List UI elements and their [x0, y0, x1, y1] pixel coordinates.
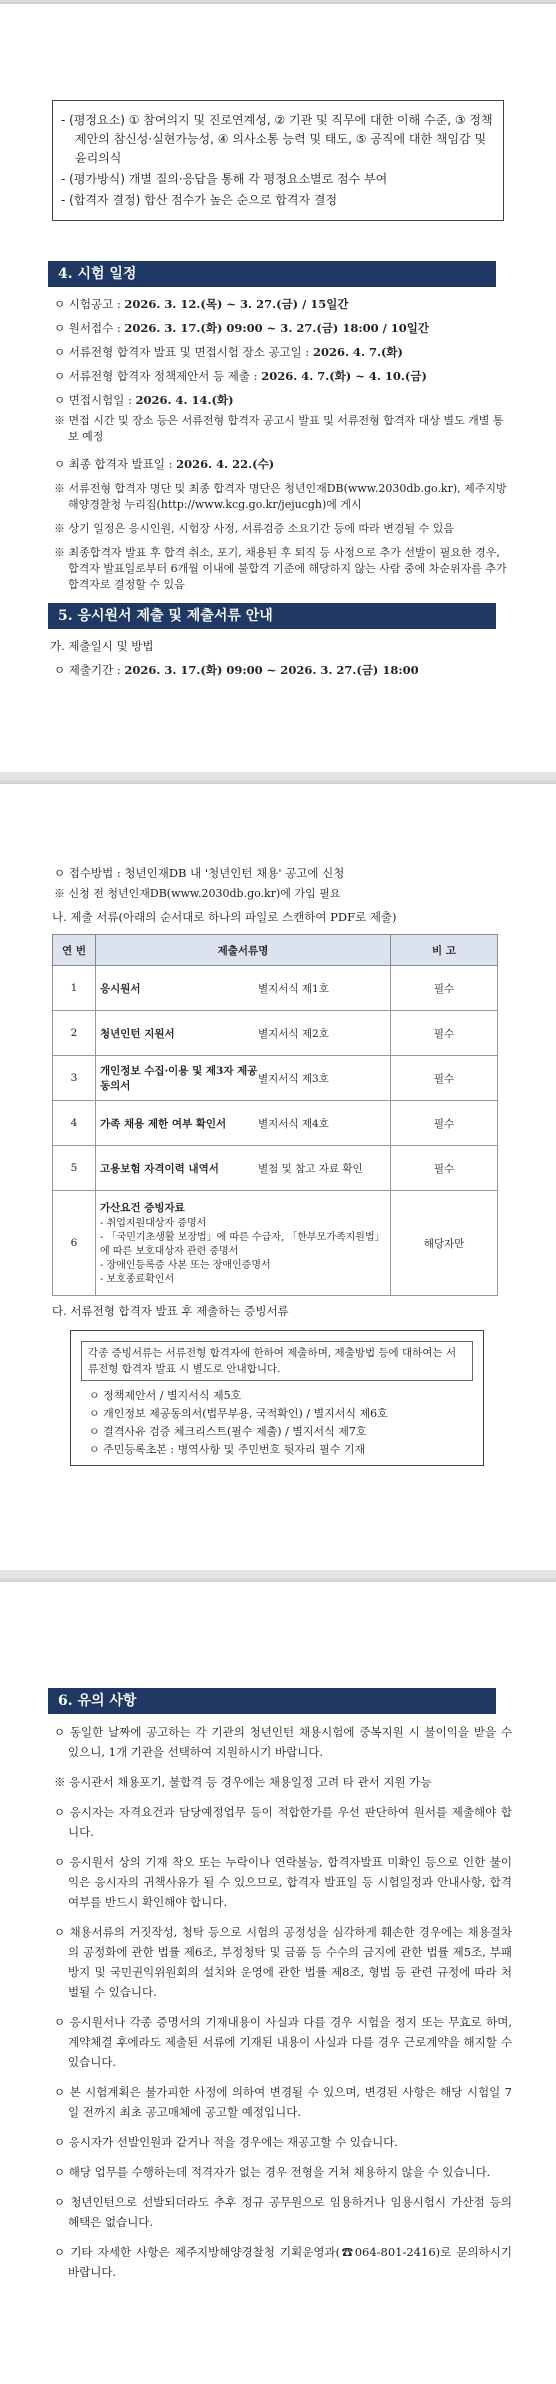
section-5-heading: 5. 응시원서 제출 및 제출서류 안내 — [48, 603, 496, 629]
box-item: ㅇ 주민등록초본 : 병역사항 및 주민번호 뒷자리 필수 기재 — [89, 1443, 366, 1456]
row-remark: 필수 — [391, 1056, 498, 1101]
row-remark: 필수 — [391, 966, 498, 1011]
row-no: 6 — [53, 1191, 96, 1296]
row-document: 개인정보 수집·이용 및 제3자 제공 동의서별지서식 제3호 — [96, 1056, 391, 1101]
schedule-row: ㅇ 시험공고 : 2026. 3. 12.(목) ~ 3. 27.(금) / 15일간 — [54, 297, 349, 311]
document-page-1 — [0, 0, 556, 772]
box-line-3: - (합격자 결정) 합산 점수가 높은 순으로 합격자 결정 — [61, 193, 338, 207]
table-row — [53, 1146, 498, 1191]
row-document: 응시원서 별지서식 제1호 — [96, 966, 391, 1011]
row-no: 5 — [53, 1146, 96, 1191]
precautions-list — [0, 1722, 556, 2282]
table-row — [53, 966, 498, 1011]
subsection-b-heading: 나. 제출 서류(아래의 순서대로 하나의 파일로 스캔하여 PDF로 제출) — [52, 910, 397, 924]
precaution-item: ㅇ 채용서류의 거짓작성, 청탁 등으로 시험의 공정성을 심각하게 훼손한 경우에는 채용절차의 공정화에 관한 법률 제6조, 부정청탁 및 금품 등 수수의 금지에 관한 법률 제5조, 부패방지 및 국민권익위원회의 설치와 운영에 관한 법률 제8조, 형법 등 관련 규정에 따라 처벌될 수 있습니다. — [54, 1925, 512, 1999]
precaution-item: ㅇ 청년인턴으로 선발되더라도 추후 정규 공무원으로 임용하거나 임용시험시 가산점 등의 혜택은 없습니다. — [54, 2195, 512, 2229]
required-documents-table — [52, 934, 498, 1296]
table-header-row — [53, 935, 498, 966]
document-page-2 — [0, 780, 556, 1570]
precaution-item: ㅇ 본 시험계획은 불가피한 사정에 의하여 변경될 수 있으며, 변경된 사항은 해당 시험일 7일 전까지 최초 공고매체에 공고할 예정입니다. — [54, 2085, 512, 2119]
col-header-remark: 비 고 — [391, 935, 498, 966]
final-announcement-row: ㅇ 최종 합격자 발표일 : 2026. 4. 22.(수) — [54, 457, 275, 471]
schedule-list — [0, 295, 556, 593]
precaution-item: ㅇ 기타 자세한 사항은 제주지방해양경찰청 기획운영과(☎064-801-2416)로 문의하시기 바랍니다. — [54, 2245, 512, 2279]
table-row — [53, 1056, 498, 1101]
subsection-a-heading: 가. 제출일시 및 방법 — [50, 639, 154, 653]
row-document: 고용보험 자격이력 내역서 별첨 및 참고 자료 확인 — [96, 1146, 391, 1191]
row-remark: 필수 — [391, 1011, 498, 1056]
evaluation-criteria-box — [52, 100, 504, 221]
row-no: 3 — [53, 1056, 96, 1101]
row-remark: 필수 — [391, 1146, 498, 1191]
precaution-note: ※ 응시관서 채용포기, 불합격 등 경우에는 채용일정 고려 타 관서 지원 가능 — [54, 1775, 432, 1789]
table-row — [53, 1011, 498, 1056]
subsection-c-heading: 다. 서류전형 합격자 발표 후 제출하는 증빙서류 — [52, 1304, 289, 1318]
schedule-row: ㅇ 원서접수 : 2026. 3. 17.(화) 09:00 ~ 3. 27.(금) 18:00 / 10일간 — [54, 321, 430, 335]
row-no: 2 — [53, 1011, 96, 1056]
interview-note: ※ 면접 시간 및 장소 등은 서류전형 합격자 공고시 발표 및 서류전형 합격자 대상 별도 개별 통보 예정 — [54, 414, 504, 443]
table-row — [53, 1191, 498, 1296]
registration-note: ※ 신청 전 청년인재DB(www.2030db.go.kr)에 가입 필요 — [54, 887, 341, 900]
schedule-note: ※ 최종합격자 발표 후 합격 취소, 포기, 채용된 후 퇴직 등 사정으로 추가 선발이 필요한 경우, 합격자 발표일로부터 6개월 이내에 불합격 기준에 해당하지 않는 사람 중에 차순위자를 추가합격자로 결정할 수 있음 — [54, 546, 507, 591]
box-item: ㅇ 결격사유 검증 체크리스트(필수 제출) / 별지서식 제7호 — [89, 1425, 367, 1438]
schedule-row: ㅇ 서류전형 합격자 정책제안서 등 제출 : 2026. 4. 7.(화) ~ 4. 10.(금) — [54, 369, 427, 383]
row-document: 가족 채용 제한 여부 확인서 별지서식 제4호 — [96, 1101, 391, 1146]
box-item: ㅇ 개인정보 제공동의서(법무부용, 국적확인) / 별지서식 제6호 — [89, 1407, 388, 1420]
row-no: 1 — [53, 966, 96, 1011]
submission-method-row: ㅇ 접수방법 : 청년인재DB 내 '청년인턴 채용' 공고에 신청 — [54, 866, 345, 880]
precaution-item: ㅇ 동일한 날짜에 공고하는 각 기관의 청년인턴 채용시험에 중복지원 시 불이익을 받을 수 있으니, 1개 기관을 선택하여 지원하시기 바랍니다. — [54, 1725, 512, 1759]
submission-period-row: ㅇ 제출기간 : 2026. 3. 17.(화) 09:00 ~ 2026. 3. 27.(금) 18:00 — [54, 663, 419, 677]
box-item: ㅇ 정책제안서 / 별지서식 제5호 — [89, 1389, 242, 1402]
col-header-no: 연 번 — [53, 935, 96, 966]
schedule-note: ※ 서류전형 합격자 명단 및 최종 합격자 명단은 청년인재DB(www.2030db.go.kr), 제주지방해양경찰청 누리집(http://www.kcg.go.kr/jejucgh)에 게시 — [54, 482, 507, 511]
table-row — [53, 1101, 498, 1146]
supporting-documents-box — [70, 1330, 484, 1466]
precaution-item: ㅇ 해당 업무를 수행하는데 적격자가 없는 경우 전형을 거쳐 채용하지 않을 수 있습니다. — [54, 2165, 491, 2179]
precaution-item: ㅇ 응시원서나 각종 증명서의 기재내용이 사실과 다를 경우 시험을 정지 또는 무효로 하며, 계약체결 후에라도 제출된 서류에 기재된 내용이 사실과 다를 경우 근로계약을 해지할 수 있습니다. — [54, 2015, 512, 2069]
schedule-row: ㅇ 서류전형 합격자 발표 및 면접시험 장소 공고일 : 2026. 4. 7.(화) — [54, 345, 403, 359]
box-line-2: - (평가방식) 개별 질의·응답을 통해 각 평정요소별로 점수 부여 — [61, 172, 388, 186]
notice-box: 각종 증빙서류는 서류전형 합격자에 한하여 제출하며, 제출방법 등에 대하여는 서류전형 합격자 발표 시 별도로 안내합니다. — [81, 1341, 473, 1381]
row-no: 4 — [53, 1101, 96, 1146]
schedule-row: ㅇ 면접시험일 : 2026. 4. 14.(화) — [54, 393, 234, 407]
row-document: 가산요건 증빙자료 - 취업지원대상자 증명서 - 「국민기초생활 보장법」에 따른 수급자, 「한부모가족지원법」에 따른 보호대상자 관련 증명서 - 장애인등록증 사본 또는 장애인증명서 - 보호종료확인서 — [96, 1191, 391, 1296]
schedule-note: ※ 상기 일정은 응시인원, 시험장 사정, 서류검증 소요기간 등에 따라 변경될 수 있음 — [54, 522, 454, 535]
col-header-name: 제출서류명 — [96, 935, 391, 966]
section-6-heading: 6. 유의 사항 — [48, 1688, 496, 1714]
box-line-1: - (평정요소) ① 참여의지 및 진로연계성, ② 기관 및 직무에 대한 이해 수준, ③ 정책제안의 참신성·실현가능성, ④ 의사소통 능력 및 태도, ⑤ 공직에 대한 책임감 및 윤리의식 — [61, 113, 493, 165]
precaution-item: ㅇ 응시자가 선발인원과 같거나 적을 경우에는 재공고할 수 있습니다. — [54, 2135, 398, 2149]
precaution-item: ㅇ 응시원서 상의 기재 착오 또는 누락이나 연락불능, 합격자발표 미확인 등으로 인한 불이익은 응시자의 귀책사유가 될 수 있으므로, 합격자 발표일 등 시험일정과 안내사항, 합격여부를 반드시 확인해야 합니다. — [54, 1855, 512, 1909]
row-remark: 해당자만 — [391, 1191, 498, 1296]
document-page-3 — [0, 1578, 556, 2384]
row-document: 청년인턴 지원서 별지서식 제2호 — [96, 1011, 391, 1056]
section-4-heading: 4. 시험 일정 — [48, 261, 496, 287]
row-remark: 필수 — [391, 1101, 498, 1146]
precaution-item: ㅇ 응시자는 자격요건과 담당예정업무 등이 적합한가를 우선 판단하여 원서를 제출해야 합니다. — [54, 1805, 512, 1839]
